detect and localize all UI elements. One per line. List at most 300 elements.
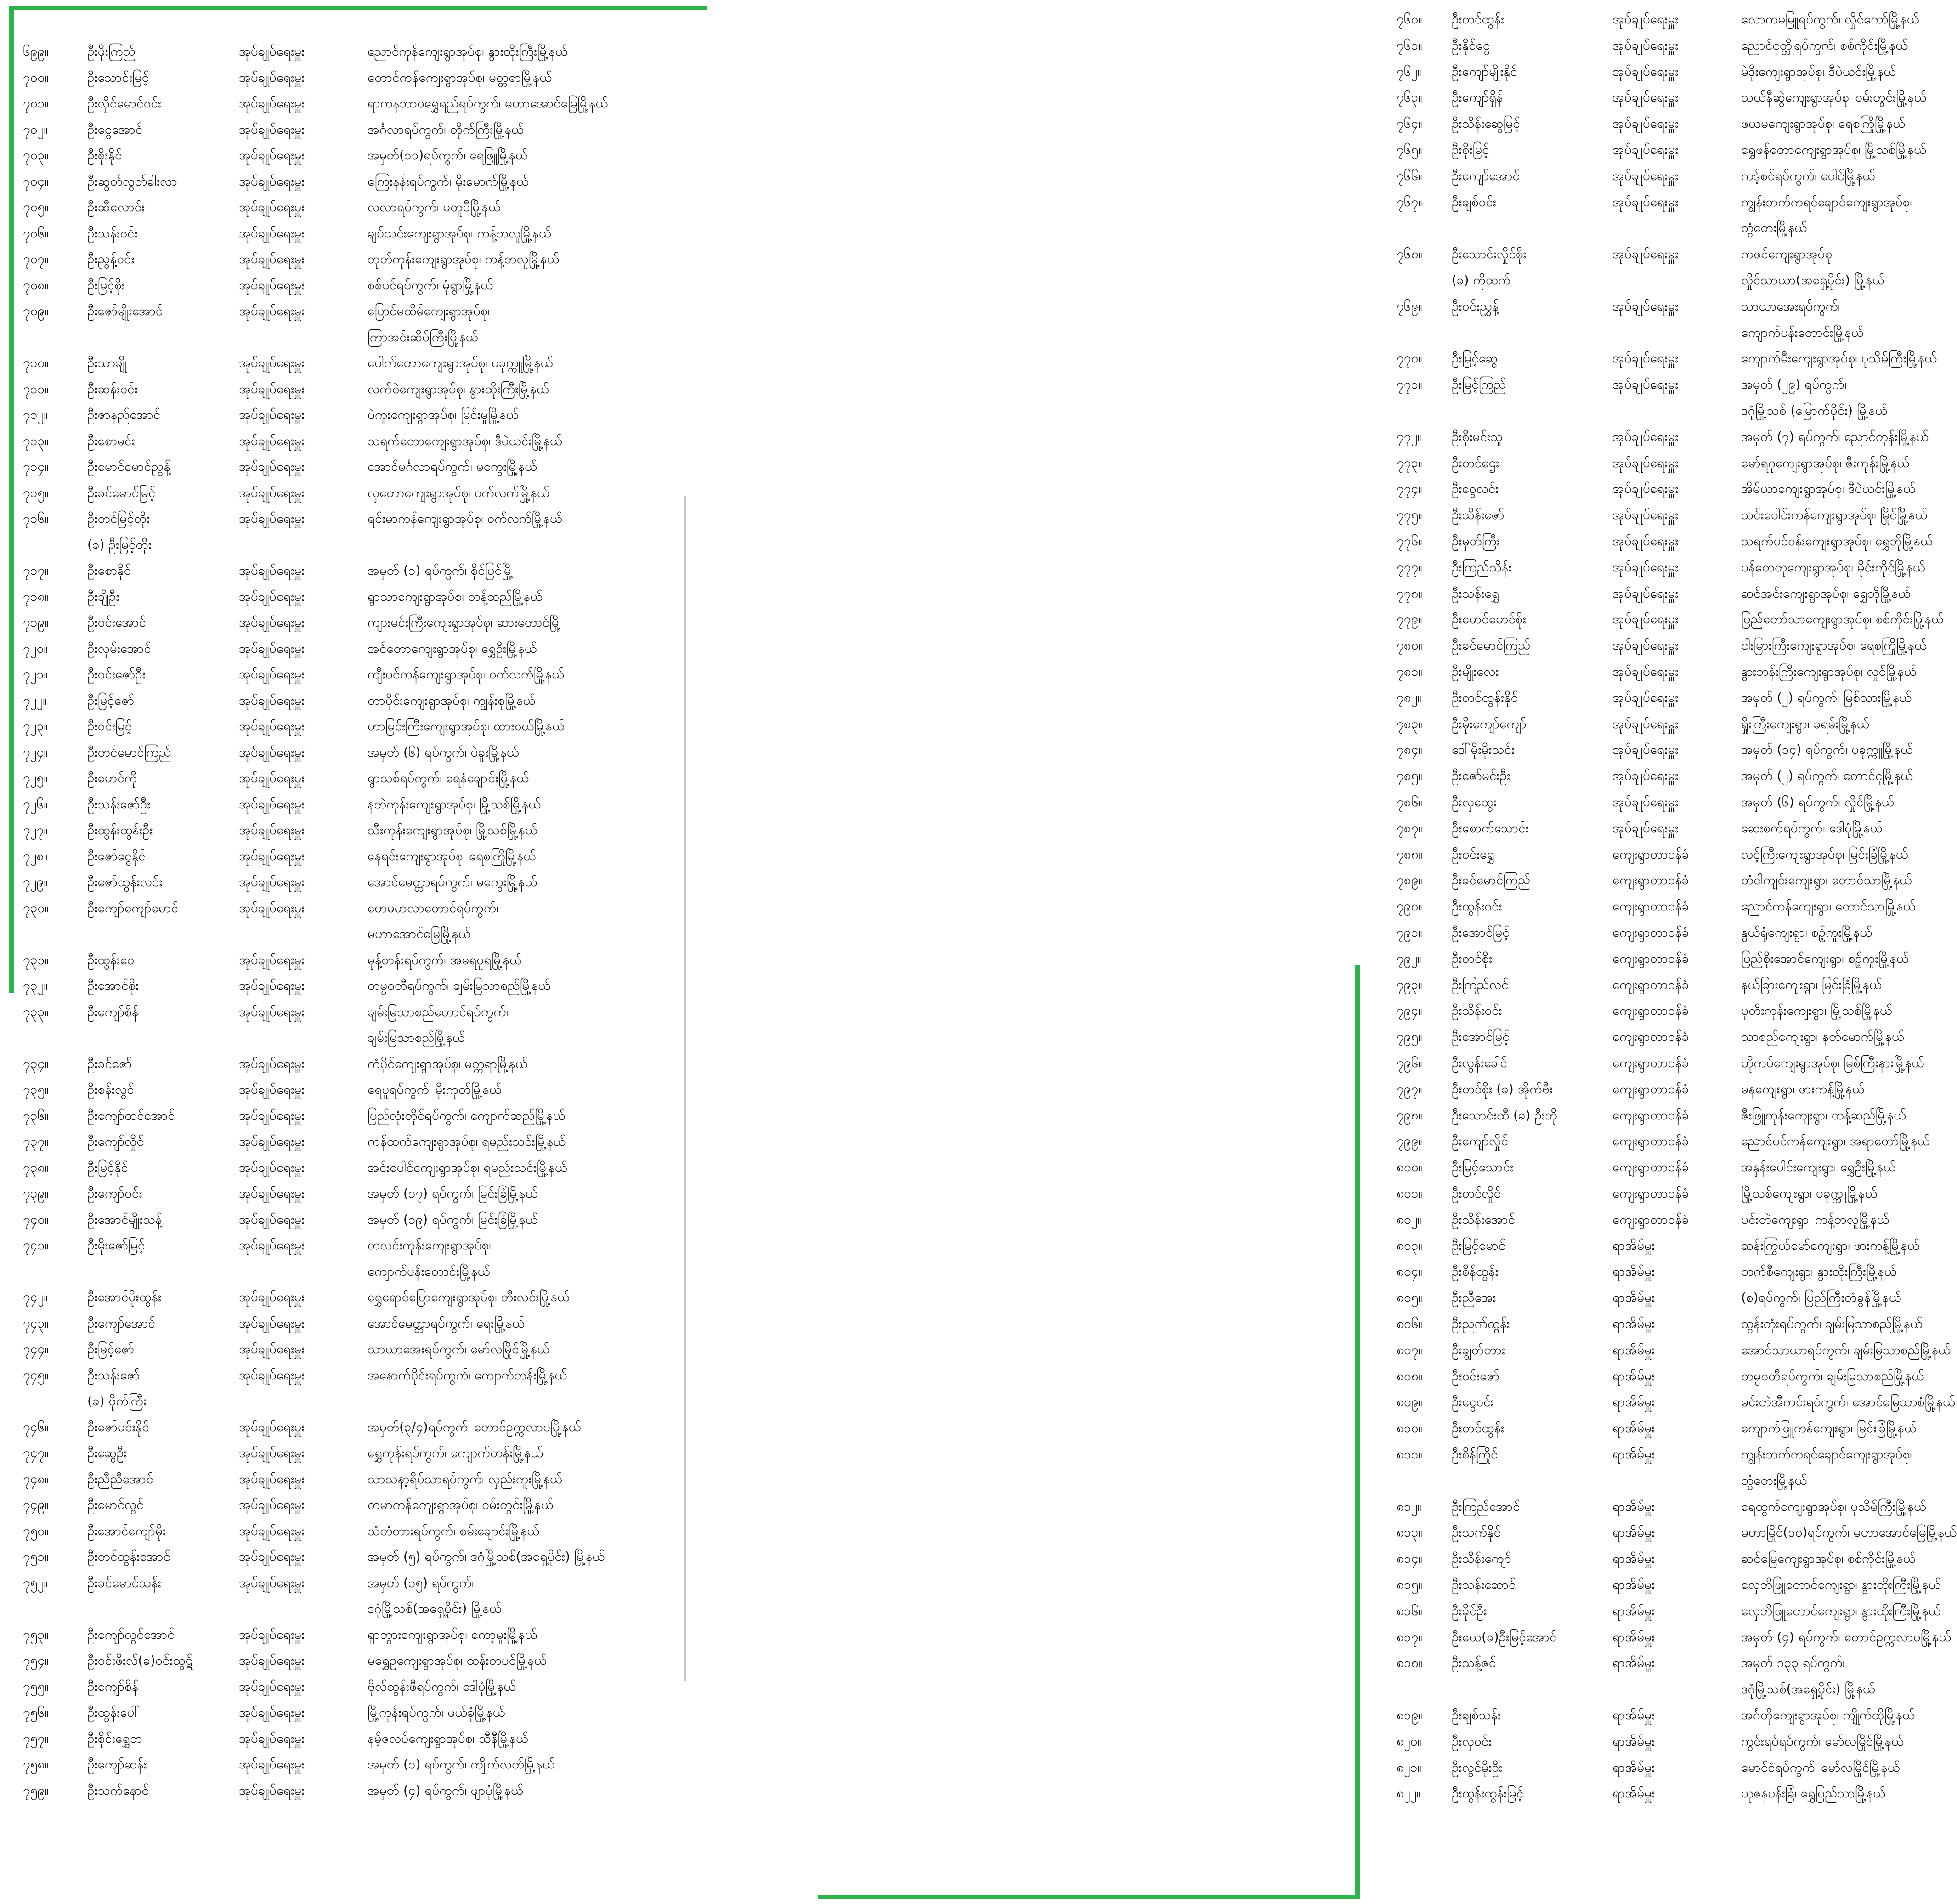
entry-name: ဦးခင်မောင်ကြည် xyxy=(1452,872,1531,888)
entry-name: ဦးတင်မောင်ကြည် xyxy=(87,744,171,760)
entry-number: ၇၂၆။ xyxy=(23,796,48,812)
entry-position: ကျေးရွာတာဝန်ခံ xyxy=(1612,846,1689,862)
entry-name: ဦးဝင်းရွှေ xyxy=(1452,846,1494,862)
entry-number: ၈၁၇။ xyxy=(1397,1629,1422,1644)
entry-location: ပေါက်တောကျေးရွာအုပ်စု၊ ပခုက္ကူမြို့နယ် xyxy=(368,355,553,370)
entry-name: ဦးမောင်မောင်ညွန့် xyxy=(87,459,170,474)
entry-position: အုပ်ချုပ်ရေးမှူး xyxy=(239,1107,305,1123)
entry-name: ဦးကြည်သိန်း xyxy=(1452,559,1512,575)
entry-name: ဦးအောင်မိုးထွန်း xyxy=(87,1289,162,1305)
entry-location: သာယာအေးရပ်ကွက်၊ မော်လမြိုင်မြို့နယ် xyxy=(368,1341,550,1356)
list-item xyxy=(0,1288,684,1314)
entry-number: ၈၀၁။ xyxy=(1397,1186,1422,1201)
entry-location: သာသနာ့ရိပ်သာရပ်ကွက်၊ လှည်းကူးမြို့နယ် xyxy=(368,1471,563,1486)
entry-position: အုပ်ချုပ်ရေးမှူး xyxy=(239,900,305,915)
list-item xyxy=(689,1132,1930,1158)
entry-number: ၇၄၁။ xyxy=(23,1237,49,1253)
list-item xyxy=(689,10,1919,36)
entry-position: ကျေးရွာတာဝန်ခံ xyxy=(1612,1055,1689,1070)
entry-position: အုပ်ချုပ်ရေးမှူး xyxy=(239,1782,305,1798)
list-item xyxy=(0,1626,684,1652)
list-item xyxy=(0,198,684,224)
entry-number: ၇၆၅။ xyxy=(1397,142,1422,157)
list-item xyxy=(0,1574,684,1626)
entry-number: ၇၈၆။ xyxy=(1397,794,1422,809)
entry-location: အမှတ် (၇) ရပ်ကွက်၊ ညောင်တုန်းမြို့နယ် xyxy=(1741,429,1929,444)
list-item xyxy=(0,484,684,510)
entry-number: ၇၅၀။ xyxy=(23,1523,49,1538)
list-item xyxy=(689,1367,1924,1393)
entry-position: အုပ်ချုပ်ရေးမှူး xyxy=(239,1627,305,1642)
entry-name: ဦးညွန့်ဝင်း xyxy=(87,251,135,266)
entry-location: နေရင်းကျေးရွာအုပ်စု၊ ရေစကြိုမြို့နယ် xyxy=(368,848,536,864)
entry-name: ဦးကြည်လင် xyxy=(1452,977,1509,992)
entry-location: အမှတ် ၁၃၃ ရပ်ကွက်၊ xyxy=(1741,1655,1845,1671)
entry-location: ညောင်ကန်ကျေးရွာ၊ တောင်သာမြို့နယ် xyxy=(1741,898,1916,914)
entry-name: ဦးသက်နောင် xyxy=(87,1782,149,1798)
entry-position: အုပ်ချုပ်ရေးမှူး xyxy=(239,1445,305,1460)
entry-number: ၈၁၅။ xyxy=(1397,1577,1422,1592)
entry-position: အုပ်ချုပ်ရေးမှူး xyxy=(1612,768,1679,784)
entry-name: ဦးဆီလောင်း xyxy=(87,199,145,215)
list-item xyxy=(0,613,684,639)
entry-position: အုပ်ချုပ်ရေးမှူး xyxy=(239,822,305,837)
list-item xyxy=(689,689,1912,715)
entry-location: ပြည်စိုးအောင်ကျေးရွာ၊ စဥ့်ကူးမြို့နယ် xyxy=(1741,950,1909,966)
entry-number: ၇၅၅။ xyxy=(23,1678,49,1694)
entry-name: ဦးခင်ဇော် xyxy=(87,1056,132,1071)
entry-location: မဟာအောင်မြေမြို့နယ် xyxy=(368,926,471,941)
list-item xyxy=(689,845,1908,871)
list-item xyxy=(689,1054,1924,1080)
green-border-top xyxy=(9,6,707,10)
entry-number: ၇၆၁။ xyxy=(1397,37,1422,53)
entry-name: ဦးကျော်ထင်အောင် xyxy=(87,1107,175,1123)
entry-name: ဦးတင်ထွန်းအောင် xyxy=(87,1549,170,1564)
entry-position: ရာအိမ်မှူး xyxy=(1612,1759,1655,1775)
entry-number: ၇၃၈။ xyxy=(23,1159,49,1175)
entry-name: ဦးသန်းဇော် xyxy=(87,1367,140,1383)
entry-position: ကျေးရွာတာဝန်ခံ xyxy=(1612,1159,1689,1175)
entry-location: သရက်ပင်ဝန်းကျေးရွာအုပ်စု၊ ရွှေဘိုမြို့နယ် xyxy=(1741,533,1933,548)
list-item xyxy=(0,847,684,873)
list-item xyxy=(689,114,1906,141)
entry-location: လောကမမြူရပ်ကွက်၊ လှိုင်ကော်မြို့နယ် xyxy=(1741,11,1919,27)
entry-number: ၇၁၅။ xyxy=(23,485,49,500)
entry-position: အုပ်ချုပ်ရေးမှူး xyxy=(239,1757,305,1772)
entry-name: ဦးလှထွေး xyxy=(1452,794,1497,809)
entry-number: ၇၁၁။ xyxy=(23,381,49,396)
entry-name: ဦးသောင်းလှိုင်စိုး xyxy=(1452,246,1527,262)
entry-location: အိမ်ယာကျေးရွာအုပ်စု၊ ဒီပဲယင်းမြို့နယ် xyxy=(1741,481,1916,497)
entry-location: သာစည်ကျေးရွာ၊ နတ်မောက်မြို့နယ် xyxy=(1741,1029,1905,1045)
entry-location: ယုဇနပန်းခြံ၊ ရွှေပြည်သာမြို့နယ် xyxy=(1741,1785,1886,1801)
entry-position: အုပ်ချုပ်ရေးမှူး xyxy=(239,44,305,59)
entry-number: ၈၀၅။ xyxy=(1397,1290,1422,1305)
entry-location: ငါးမြားကြီးကျေးရွာအုပ်စု၊ ရေစကြိုမြို့နယ် xyxy=(1741,638,1927,653)
entry-position: ကျေးရွာတာဝန်ခံ xyxy=(1612,1211,1689,1227)
entry-number: ၈၀၇။ xyxy=(1397,1342,1422,1357)
entry-location: ပုတီးကုန်းကျေးရွာ၊ မြို့သစ်မြို့နယ် xyxy=(1741,1003,1892,1018)
entry-position: ရာအိမ်မှူး xyxy=(1612,1655,1655,1671)
entry-position: အုပ်ချုပ်ရေးမှူး xyxy=(239,1471,305,1486)
entry-number: ၇၉၀။ xyxy=(1397,898,1422,914)
entry-location: ရှာဘွားကျေးရွာအုပ်စု၊ ကော့မှူးမြို့နယ် xyxy=(368,1627,537,1642)
entry-position: အုပ်ချုပ်ရေးမှူး xyxy=(239,1341,305,1356)
list-item xyxy=(0,1236,684,1288)
entry-number: ၈၁၈။ xyxy=(1397,1655,1423,1671)
list-item xyxy=(0,691,684,718)
entry-number: ၇၇၀။ xyxy=(1397,350,1422,366)
entry-name: ဦးကျော်ဝင်း xyxy=(87,1186,142,1201)
entry-position: အုပ်ချုပ်ရေးမှူး xyxy=(1612,377,1679,392)
entry-location: နွယ်ရုံကျေးရွာ၊ စဥ့်ကူးမြို့နယ် xyxy=(1741,925,1872,940)
entry-number: ၇၈၅။ xyxy=(1397,768,1422,784)
entry-number: ၇၅၁။ xyxy=(23,1549,49,1564)
list-item xyxy=(0,406,684,432)
entry-number: ၇၁၀။ xyxy=(23,355,49,370)
entry-location: မင်းတဲအီကင်းရပ်ကွက်၊ အောင်မြေသာစံမြို့နယ် xyxy=(1741,1394,1956,1410)
list-item xyxy=(0,1651,684,1678)
list-item xyxy=(0,1184,684,1210)
entry-position: ရာအိမ်မှူး xyxy=(1612,1525,1655,1540)
entry-number: ၇၉၈။ xyxy=(1397,1107,1422,1123)
entry-position: ရာအိမ်မှူး xyxy=(1612,1394,1655,1410)
entry-number: ၇၃၁။ xyxy=(23,952,49,967)
entry-position: အုပ်ချုပ်ရေးမှူး xyxy=(239,563,305,578)
entry-location: အမှတ် (၆) ရပ်ကွက်၊ ပဲခူးမြို့နယ် xyxy=(368,744,520,760)
entry-location: ရင်းမာကန်ကျေးရွာအုပ်စု၊ ဝက်လက်မြို့နယ် xyxy=(368,511,563,526)
entry-location: နယ်ခြားကျေးရွာ၊ မြင်းခြံမြို့နယ် xyxy=(1741,977,1882,992)
entry-name: ဦးခိုင်ဦး xyxy=(1452,1603,1487,1618)
entry-name: ဦးချစ်သန်း xyxy=(1452,1707,1501,1723)
entry-number: ၇၈၄။ xyxy=(1397,742,1422,757)
entry-location: လှေဘိဖြူတောင်ကျေးရွာ၊ နွားထိုးကြီးမြို့နယ် xyxy=(1741,1603,1941,1618)
list-item xyxy=(689,349,1937,375)
entry-name: ဦးမြင့်နိုင် xyxy=(87,1159,128,1175)
entry-location: စစ်ပင်ရပ်ကွက်၊ မုံရွာမြို့နယ် xyxy=(368,277,493,293)
entry-location: ဘုတ်ကုန်းကျေးရွာအုပ်စု၊ ကန့်ဘလူမြို့နယ် xyxy=(368,251,560,266)
entry-location: ကျောက်မီးကျေးရွာအုပ်စု၊ ပုသိမ်ကြီးမြို့နယ် xyxy=(1741,350,1937,366)
list-item xyxy=(689,1732,1904,1758)
entry-position: အုပ်ချုပ်ရေးမှူး xyxy=(239,355,305,370)
entry-name: ဦးသိန်းကျော် xyxy=(1452,1551,1511,1566)
entry-position: အုပ်ချုပ်ရေးမှူး xyxy=(239,796,305,812)
entry-number: ၇၂၈။ xyxy=(23,848,48,864)
entry-location: တက်စီကျေးရွာ၊ နွားထိုးကြီးမြို့နယ် xyxy=(1741,1264,1897,1279)
list-item xyxy=(0,1132,684,1158)
entry-name: ဦးသန်းဝင်း xyxy=(87,225,138,241)
entry-name: ဦးလှိုင်မောင်ဝင်း xyxy=(87,96,162,111)
list-item xyxy=(689,193,1912,245)
entry-position: အုပ်ချုပ်ရေးမှူး xyxy=(239,978,305,993)
entry-position: အုပ်ချုပ်ရေးမှူး xyxy=(1612,194,1679,209)
entry-location: ဟာမြင်းကြီးကျေးရွာအုပ်စု၊ ထားဝယ်မြို့နယ် xyxy=(368,718,565,734)
list-item xyxy=(0,1055,684,1081)
entry-location: သင်းပေါင်းကန်ကျေးရွာအုပ်စု၊ မြိုင်မြို့နယ် xyxy=(1741,507,1928,523)
entry-location: တလင်းကုန်းကျေးရွာအုပ်စု၊ xyxy=(368,1237,491,1253)
entry-position: အုပ်ချုပ်ရေးမှူး xyxy=(239,1082,305,1097)
entry-number: ၇၁၈။ xyxy=(23,588,49,604)
entry-name: ဦးအောင်ကျော်မိုး xyxy=(87,1523,166,1538)
list-item xyxy=(0,1003,684,1055)
column-divider xyxy=(684,496,686,1681)
list-item xyxy=(0,899,684,951)
entry-location: ကဒ့်စင်ရပ်ကွက်၊ ပေါင်မြို့နယ် xyxy=(1741,168,1875,183)
entry-position: အုပ်ချုပ်ရေးမှူး xyxy=(1612,507,1679,523)
entry-position: အုပ်ချုပ်ရေးမှူး xyxy=(1612,350,1679,366)
entry-number: ၇၉၅။ xyxy=(1397,1029,1422,1045)
entry-number: ၈၂၂။ xyxy=(1397,1785,1420,1801)
list-item xyxy=(0,873,684,899)
entry-position: အုပ်ချုပ်ရေးမှူး xyxy=(1612,820,1679,836)
entry-position: အုပ်ချုပ်ရေးမှူး xyxy=(239,459,305,474)
list-item xyxy=(0,1107,684,1133)
entry-location: မောင်ငံရပ်ကွက်၊ မော်လမြိုင်မြို့နယ် xyxy=(1741,1759,1900,1775)
entry-location: ညောင်ငုတ္တိုရပ်ကွက်၊ စစ်ကိုင်းမြို့နယ် xyxy=(1741,37,1908,53)
entry-number: ၇၁၃။ xyxy=(23,433,49,448)
entry-position: အုပ်ချုပ်ရေးမှူး xyxy=(239,1575,305,1590)
list-item xyxy=(689,245,1834,271)
list-item xyxy=(0,561,684,588)
entry-name: ဦးမြင့်ဇော် xyxy=(87,692,135,708)
entry-number: ၈၁၉။ xyxy=(1397,1707,1422,1723)
entry-location: အမှတ် (၆) ရပ်ကွက်၊ လှိုင်မြို့နယ် xyxy=(1741,794,1895,809)
entry-number: ၇၇၇။ xyxy=(1397,559,1422,575)
entry-position: အုပ်ချုပ်ရေးမှူး xyxy=(239,1419,305,1435)
entry-location: အောင်သာယာရပ်ကွက်၊ ချမ်းမြသာစည်မြို့နယ် xyxy=(1741,1342,1951,1357)
list-item xyxy=(0,1366,684,1392)
entry-location: ကျားမင်းကြီးကျေးရွာအုပ်စု၊ ဆားတောင်မြို့ xyxy=(368,615,561,630)
entry-name: ဦးမှတ်ကြီး xyxy=(1452,533,1500,548)
entry-number: ၇၀၁။ xyxy=(23,96,49,111)
entry-location: လက်ဝဲကျေးရွာအုပ်စု၊ နွားထိုးကြီးမြို့နယ် xyxy=(368,381,549,396)
entry-location: ရွာသာကျေးရွာအုပ်စု၊ တန့်ဆည်မြို့နယ် xyxy=(368,588,543,604)
list-item xyxy=(0,276,684,302)
entry-location: တမ္ပဝတီရပ်ကွက်၊ ချမ်းမြသာစည်မြို့နယ် xyxy=(368,978,551,993)
entry-position: ကျေးရွာတာဝန်ခံ xyxy=(1612,977,1689,992)
entry-number: ၇၆၃။ xyxy=(1397,90,1422,105)
entry-number: ၇၃၆။ xyxy=(23,1107,49,1123)
entry-location: အမှတ်(၁၁)ရပ်ကွက်၊ ရေဖြူမြို့နယ် xyxy=(368,147,528,163)
entry-number: ၇၁၆။ xyxy=(23,511,49,526)
entry-location: ဆင်အင်းကျေးရွာအုပ်စု၊ ရွှေဘိုမြို့နယ် xyxy=(1741,585,1911,601)
entry-position: အုပ်ချုပ်ရေးမှူး xyxy=(1612,664,1679,679)
entry-number: ၇၃၇။ xyxy=(23,1134,49,1149)
entry-location: ပြည်တော်သာကျေးရွာအုပ်စု၊ စစ်ကိုင်းမြို့နယ် xyxy=(1741,611,1944,627)
entry-location: သယ်နီဆွဲကျေးရွာအုပ်စု၊ ဝမ်းတွင်းမြို့နယ် xyxy=(1741,90,1927,105)
entry-position: အုပ်ချုပ်ရေးမှူး xyxy=(1612,37,1679,53)
entry-location: ထွန်းတုံးရပ်ကွက်၊ ချမ်းမြသာစည်မြို့နယ် xyxy=(1741,1316,1923,1331)
entry-location: နဘဲကုန်းကျေးရွာအုပ်စု၊ မြို့သစ်မြို့နယ် xyxy=(368,796,541,812)
entry-name: ဦးစိုးမြင့် xyxy=(1452,142,1489,157)
entry-location: ရေပူရပ်ကွက်၊ မိုးကုတ်မြို့နယ် xyxy=(368,1082,502,1097)
entry-name: ဦးလွန်းခေါင် xyxy=(1452,1055,1507,1070)
entry-location: ကဖင်ကျေးရွာအုပ်စု၊ xyxy=(1741,246,1834,262)
entry-name: ဦးစောမင်း xyxy=(87,433,135,448)
entry-location: မရွှေဥကျေးရွာအုပ်စု၊ ထန်းတပင်မြို့နယ် xyxy=(368,1653,547,1668)
entry-position: ကျေးရွာတာဝန်ခံ xyxy=(1612,1029,1689,1045)
entry-number: ၇၃၅။ xyxy=(23,1082,49,1097)
entry-name: ဦးယေ(ခ)ဦးမြင့်အောင် xyxy=(1452,1629,1557,1644)
entry-name: ဦးဆန်းဝင်း xyxy=(87,381,138,396)
entry-number: ၇၀၃။ xyxy=(23,147,49,163)
entry-name: ဦးသောင်းထီ (ခ) ဦးဘို xyxy=(1452,1107,1558,1123)
entry-number: ၈၀၆။ xyxy=(1397,1316,1422,1331)
entry-location: အမှတ် (၄) ရပ်ကွက်၊ တောင်ဥက္ကလာပမြို့နယ် xyxy=(1741,1629,1951,1644)
entry-location: ပန်တေတုကျေးရွာအုပ်စု၊ မိုင်းကိုင်မြို့နယ် xyxy=(1741,559,1925,575)
list-item xyxy=(0,1729,684,1756)
entry-position: အုပ်ချုပ်ရေးမှူး xyxy=(1612,63,1679,79)
entry-position: အုပ်ချုပ်ရေးမှူး xyxy=(239,1730,305,1746)
entry-location: တောင်ကန်ကျေးရွာအုပ်စု၊ မတ္တရာမြို့နယ် xyxy=(368,69,552,85)
entry-position: အုပ်ချုပ်ရေးမှူး xyxy=(239,1056,305,1071)
list-item xyxy=(689,584,1911,610)
entry-number: ၇၂၅။ xyxy=(23,770,48,785)
list-item xyxy=(0,1496,684,1522)
list-item xyxy=(689,271,1885,297)
entry-location: ဗိုလ်ထွန်းဖီရပ်ကွက်၊ ဒေါပုံမြို့နယ် xyxy=(368,1678,516,1694)
list-item xyxy=(689,1001,1892,1028)
list-item xyxy=(0,250,684,276)
entry-position: ရာအိမ်မှူး xyxy=(1612,1785,1655,1801)
entry-position: အုပ်ချုပ်ရေးမှူး xyxy=(239,1159,305,1175)
list-item xyxy=(689,88,1927,114)
list-item xyxy=(689,532,1933,558)
entry-name: ဦးသိန်းအောင် xyxy=(1452,1211,1516,1227)
entry-position: ကျေးရွာတာဝန်ခံ xyxy=(1612,1186,1689,1201)
entry-location: ကျောက်ဖြူကန်ကျေးရွာ၊ မြင်းခြံမြို့နယ် xyxy=(1741,1420,1917,1436)
entry-name: ဦးသက်နိုင် xyxy=(1452,1525,1501,1540)
entry-name: ဦးစိုးမင်းသူ xyxy=(1452,429,1503,444)
entry-position: အုပ်ချုပ်ရေးမှူး xyxy=(1612,716,1679,731)
entry-name: ဦးကျော်ရှိန် xyxy=(1452,90,1503,105)
entry-location: အမှတ်(၃/၄)ရပ်ကွက်၊ တောင်ဥက္ကလာပမြို့နယ် xyxy=(368,1419,581,1435)
entry-number: ၇၈၀။ xyxy=(1397,638,1422,653)
entry-position: အုပ်ချုပ်ရေးမှူး xyxy=(1612,142,1679,157)
entry-location: သာယာအေးရပ်ကွက်၊ xyxy=(1741,298,1840,314)
list-item xyxy=(0,536,684,562)
entry-position: ရာအိမ်မှူး xyxy=(1612,1237,1655,1253)
entry-location: အနှန်းပေါင်းကျေးရွာ၊ ရွှေဦးမြို့နယ် xyxy=(1741,1159,1896,1175)
entry-number: ၇၉၂။ xyxy=(1397,950,1421,966)
entry-position: အုပ်ချုပ်ရေးမှူး xyxy=(1612,794,1679,809)
entry-position: အုပ်ချုပ်ရေးမှူး xyxy=(1612,246,1679,262)
list-item xyxy=(0,94,684,120)
entry-number: ၇၀၉။ xyxy=(23,303,49,318)
entry-location: အမှတ် (၅) ရပ်ကွက်၊ ဒဂုံမြို့သစ်(အရှေ့ပိုင်း) မြို့နယ် xyxy=(368,1549,605,1564)
entry-position: အုပ်ချုပ်ရေးမှူး xyxy=(239,96,305,111)
list-item xyxy=(0,743,684,769)
entry-number: ၈၁၀။ xyxy=(1397,1420,1422,1436)
entry-name: ဦးတင်မြင့်တိုး xyxy=(87,511,150,526)
entry-location: အနောက်ပိုင်းရပ်ကွက်၊ ကျောက်တန်းမြို့နယ် xyxy=(368,1367,567,1383)
entry-position: အုပ်ချုပ်ရေးမှူး xyxy=(1612,742,1679,757)
list-item xyxy=(689,740,1913,767)
entry-name: ဦးကျော်စိန် xyxy=(87,1678,139,1694)
entry-position: ရာအိမ်မှူး xyxy=(1612,1316,1655,1331)
entry-position: အုပ်ချုပ်ရေးမှူး xyxy=(239,1315,305,1331)
entry-number: ၇၇၁။ xyxy=(1397,377,1422,392)
entry-position: ရာအိမ်မှူး xyxy=(1612,1446,1655,1462)
entry-position: ရာအိမ်မှူး xyxy=(1612,1733,1655,1749)
entry-number: ၈၀၉။ xyxy=(1397,1394,1422,1410)
list-item xyxy=(689,1602,1941,1628)
entry-location: ချမ်းမြသာစည်မြို့နယ် xyxy=(368,1030,465,1045)
entry-name: ဦးမြင့်သောင်း xyxy=(1452,1159,1514,1175)
entry-location: အင်္ဂလာရပ်ကွက်၊ တိုက်ကြီးမြို့နယ် xyxy=(368,121,524,137)
entry-number: ၇၆၆။ xyxy=(1397,168,1422,183)
list-item xyxy=(689,297,1864,350)
entry-name: ဦးအောင်မြင့် xyxy=(1452,1029,1510,1045)
entry-location: သရက်တောကျေးရွာအုပ်စု၊ ဒီပဲယင်းမြို့နယ် xyxy=(368,433,563,448)
list-item xyxy=(689,1080,1865,1106)
entry-location: သီးကုန်းကျေးရွာအုပ်စု၊ မြို့သစ်မြို့နယ် xyxy=(368,822,538,837)
entry-number: ၇၄၉။ xyxy=(23,1497,49,1512)
list-item xyxy=(689,610,1944,636)
entry-location: ပဲကူးကျေးရွာအုပ်စု၊ မြင်းမူမြို့နယ် xyxy=(368,407,519,422)
list-item xyxy=(0,1781,684,1808)
entry-number: ၇၃၄။ xyxy=(23,1056,49,1071)
entry-name: ဦးတင်လှိုင် xyxy=(1452,1186,1501,1201)
entry-location: မုန့်တန်းရပ်ကွက်၊ အမရပူရမြို့နယ် xyxy=(368,952,522,967)
entry-number: ၇၅၆။ xyxy=(23,1705,49,1720)
entry-number: ၇၄၃။ xyxy=(23,1315,49,1331)
entry-location: ညောင်ပင်ကန်ကျေးရွာ၊ အရာတော်မြို့နယ် xyxy=(1741,1133,1930,1149)
list-item xyxy=(0,1755,684,1781)
list-item xyxy=(0,1340,684,1366)
entry-name: ဦးစိန်ထွန်း xyxy=(1452,1264,1499,1279)
entry-number: ၇၉၆။ xyxy=(1397,1055,1422,1070)
entry-name: ဦးသောင်းမြင့် xyxy=(87,69,149,85)
entry-number: ၈၁၆။ xyxy=(1397,1603,1422,1618)
entry-position: အုပ်ချုပ်ရေးမှူး xyxy=(1612,298,1679,314)
entry-name: ဦးကျော်လွင်အောင် xyxy=(87,1627,175,1642)
entry-number: ၇၄၇။ xyxy=(23,1445,49,1460)
list-item xyxy=(689,506,1928,532)
entry-number: ၇၇၄။ xyxy=(1397,481,1422,497)
entry-number: ၇၆၉။ xyxy=(1397,298,1422,314)
entry-location: အမှတ် (၁) ရပ်ကွက်၊ စိုင်ပြင်မြို့ xyxy=(368,563,514,578)
entry-position: ကျေးရွာတာဝန်ခံ xyxy=(1612,898,1689,914)
list-item xyxy=(0,1522,684,1548)
entry-number: ၇၅၉။ xyxy=(23,1782,49,1798)
entry-position: အုပ်ချုပ်ရေးမှူး xyxy=(239,1237,305,1253)
entry-location: ရေထွက်ကျေးရွာအုပ်စု၊ ပုသိမ်ကြီးမြို့နယ် xyxy=(1741,1498,1927,1514)
entry-number: ၇၉၁။ xyxy=(1397,925,1422,940)
entry-name: ဦးခင်မောင်မြင့် xyxy=(87,485,156,500)
list-item xyxy=(689,1288,1901,1315)
list-item xyxy=(689,897,1916,923)
entry-name: (ခ) ဗိုက်ကြီး xyxy=(87,1393,147,1408)
entry-name: ဦးကျော်လှိုင် xyxy=(87,1134,144,1149)
entry-name: ဦးထွန်းဝေ xyxy=(87,952,135,967)
entry-number: ၆၉၉။ xyxy=(23,44,49,59)
list-item xyxy=(0,1470,684,1496)
entry-position: အုပ်ချုပ်ရေးမှူး xyxy=(239,69,305,85)
entry-position: ရာအိမ်မှူး xyxy=(1612,1498,1655,1514)
entry-location: ဆန်းကြွယ်မော်ကျေးရွာ၊ ဖားကန့်မြို့နယ် xyxy=(1741,1237,1920,1253)
list-item xyxy=(689,141,1927,167)
list-item xyxy=(689,1028,1905,1054)
entry-number: ၇၂၀။ xyxy=(23,640,48,656)
entry-location: ချပ်သင်းကျေးရွာအုပ်စု၊ ကန့်ဘလူမြို့နယ် xyxy=(368,225,552,241)
list-item xyxy=(689,1158,1896,1184)
list-item xyxy=(689,1237,1920,1263)
entry-number: ၇၀၄။ xyxy=(23,173,49,189)
entry-number: ၇၃၃။ xyxy=(23,1004,49,1019)
entry-number: ၇၉၉။ xyxy=(1397,1133,1422,1149)
